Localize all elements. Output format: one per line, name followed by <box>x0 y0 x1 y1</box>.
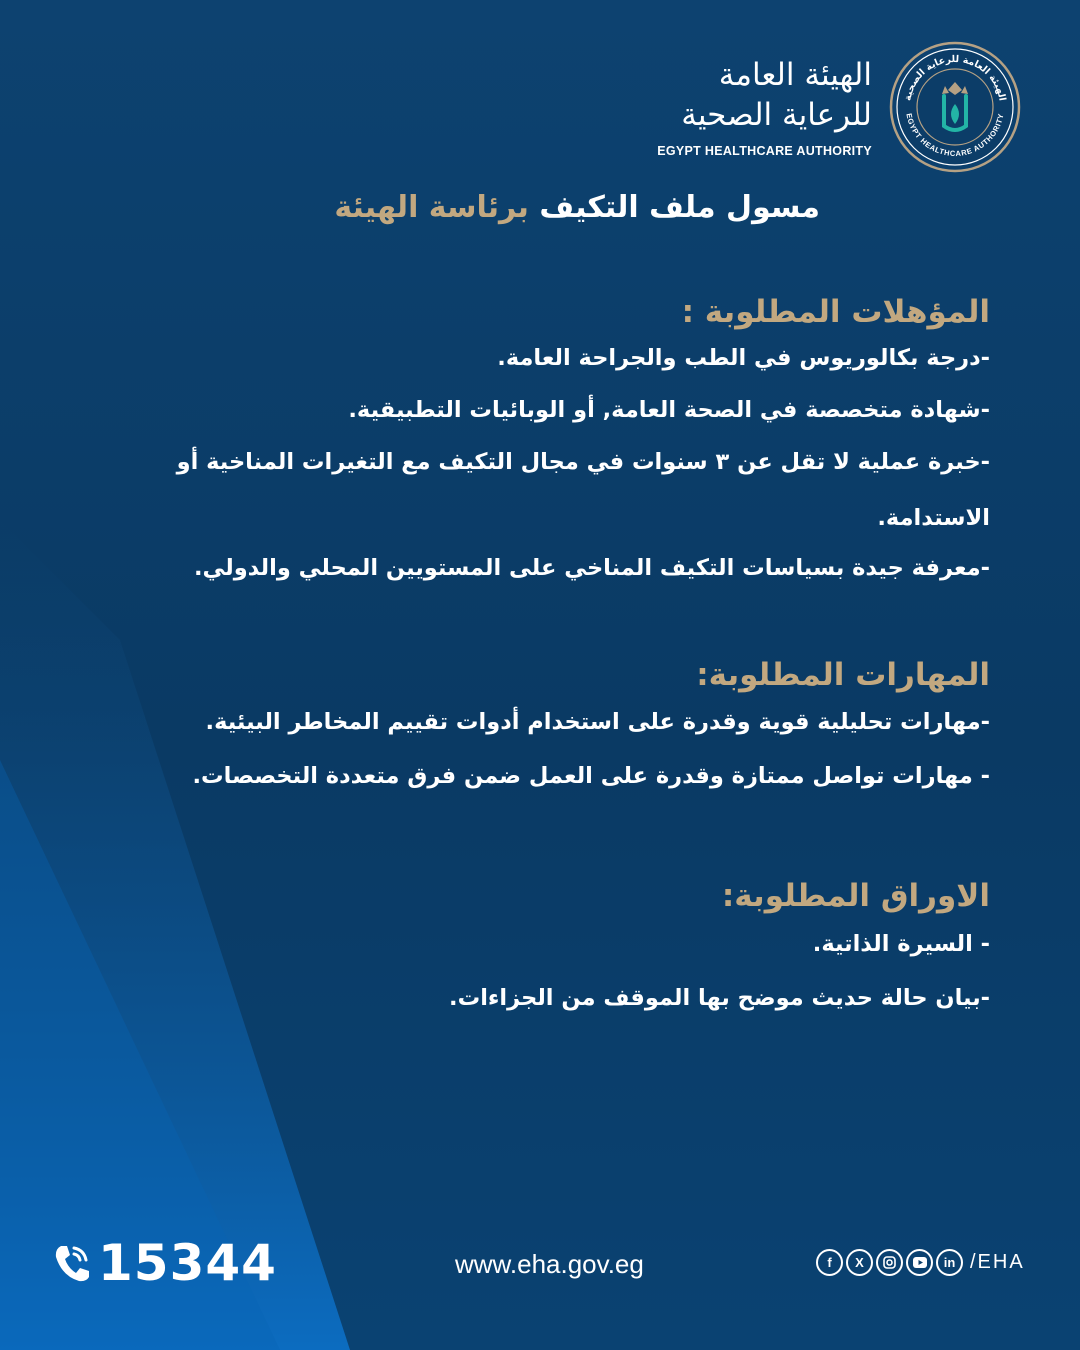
facebook-icon[interactable]: f <box>816 1249 843 1276</box>
social-links <box>816 1249 1025 1276</box>
seal-text-ar: الهيئة العامة للرعاية الصحية <box>902 53 1008 102</box>
instagram-icon[interactable] <box>876 1249 903 1276</box>
documents-heading: الاوراق المطلوبة: <box>721 878 990 914</box>
org-name-en: EGYPT HEALTHCARE AUTHORITY <box>657 144 872 158</box>
org-name-ar-line1: الهيئة العامة <box>718 57 872 93</box>
title-highlight: برئاسة الهيئة <box>334 190 529 225</box>
title-main: مسول ملف التكيف <box>539 190 820 225</box>
x-icon[interactable]: X <box>846 1249 873 1276</box>
qualification-item: -خبرة عملية لا تقل عن ٣ سنوات في مجال التكيف مع التغيرات المناخية أو الاستدامة. <box>176 449 990 531</box>
document-item: -بيان حالة حديث موضح بها الموقف من الجزاءات. <box>449 985 990 1011</box>
website-link[interactable]: www.eha.gov.eg <box>455 1249 644 1279</box>
skills-heading: المهارات المطلوبة: <box>696 657 990 693</box>
qualification-item: -شهادة متخصصة في الصحة العامة, أو الوبائيات التطبيقية. <box>348 397 990 423</box>
seal-text-en: EGYPT HEALTHCARE AUTHORITY <box>904 112 1006 159</box>
qualification-item: -درجة بكالوريوس في الطب والجراحة العامة. <box>497 345 990 371</box>
page-title <box>334 188 820 228</box>
authority-seal-logo <box>888 40 1022 174</box>
social-handle: /EHA <box>970 1251 1025 1273</box>
skill-item: -مهارات تحليلية قوية وقدرة على استخدام أدوات تقييم المخاطر البيئية. <box>205 709 990 735</box>
qualifications-heading: المؤهلات المطلوبة : <box>681 294 990 330</box>
header-logo <box>442 40 1022 180</box>
linkedin-icon[interactable]: in <box>936 1249 963 1276</box>
phone-icon <box>52 1242 92 1284</box>
youtube-icon[interactable] <box>906 1249 933 1276</box>
skill-item: - مهارات تواصل ممتازة وقدرة على العمل ضمن فرق متعددة التخصصات. <box>192 763 990 789</box>
hotline-number: 15344 <box>98 1234 277 1292</box>
hotline[interactable] <box>52 1234 277 1292</box>
qualification-item: -معرفة جيدة بسياسات التكيف المناخي على المستويين المحلي والدولي. <box>193 555 990 581</box>
document-item: - السيرة الذاتية. <box>812 931 990 957</box>
org-name-ar-line2: للرعاية الصحية <box>681 97 872 133</box>
